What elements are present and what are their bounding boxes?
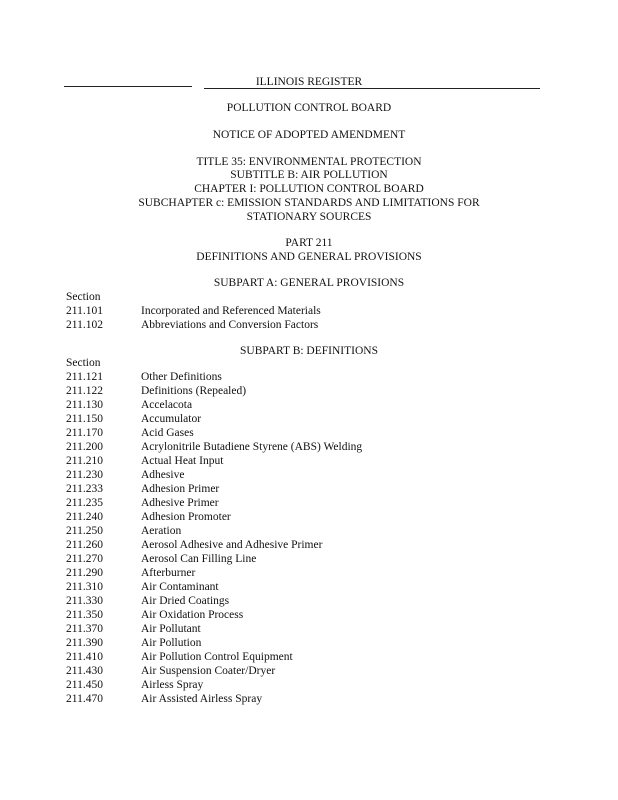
agency-name: POLLUTION CONTROL BOARD: [226, 102, 392, 114]
section-title: Acid Gases: [141, 427, 194, 439]
section-number: 211.470: [66, 693, 103, 705]
section-title: Adhesion Promoter: [141, 511, 231, 523]
section-number: 211.233: [66, 483, 103, 495]
section-title: Adhesive Primer: [141, 497, 219, 509]
part-number: PART 211: [285, 237, 333, 249]
section-number: 211.101: [66, 305, 103, 317]
notice-title: NOTICE OF ADOPTED AMENDMENT: [212, 129, 406, 141]
section-title: Aerosol Adhesive and Adhesive Primer: [141, 539, 323, 551]
section-number: 211.210: [66, 455, 103, 467]
section-number: 211.310: [66, 581, 103, 593]
section-number: 211.430: [66, 665, 103, 677]
section-title: Adhesive: [141, 469, 185, 481]
section-title: Accelacota: [141, 399, 193, 411]
section-title: Actual Heat Input: [141, 455, 224, 467]
section-number: 211.350: [66, 609, 103, 621]
section-number: 211.410: [66, 651, 103, 663]
section-number: 211.290: [66, 567, 103, 579]
section-number: 211.235: [66, 497, 103, 509]
section-title: Airless Spray: [141, 679, 204, 691]
section-number: 211.102: [66, 319, 103, 331]
section-number: 211.121: [66, 371, 103, 383]
section-title: Acrylonitrile Butadiene Styrene (ABS) Welding: [141, 441, 363, 453]
subpart-b-heading: SUBPART B: DEFINITIONS: [240, 345, 378, 357]
section-title: Air Pollutant: [141, 623, 201, 635]
section-label: Section: [66, 357, 101, 369]
chapter-line: CHAPTER I: POLLUTION CONTROL BOARD: [194, 183, 424, 195]
section-number: 211.330: [66, 595, 103, 607]
section-number: 211.450: [66, 679, 103, 691]
section-title: Air Pollution: [141, 637, 202, 649]
subtitle-line: SUBTITLE B: AIR POLLUTION: [230, 169, 388, 181]
section-title: Air Assisted Airless Spray: [141, 693, 263, 705]
section-number: 211.230: [66, 469, 103, 481]
section-number: 211.240: [66, 511, 103, 523]
section-title: Other Definitions: [141, 371, 222, 383]
register-title: ILLINOIS REGISTER: [255, 76, 363, 88]
section-title: Air Oxidation Process: [141, 609, 244, 621]
section-title: Air Contaminant: [141, 581, 219, 593]
section-title: Air Suspension Coater/Dryer: [141, 665, 276, 677]
section-number: 211.200: [66, 441, 103, 453]
section-number: 211.122: [66, 385, 103, 397]
section-title: Aerosol Can Filling Line: [141, 553, 257, 565]
section-title: Air Pollution Control Equipment: [141, 651, 293, 663]
section-number: 211.130: [66, 399, 103, 411]
section-title: Abbreviations and Conversion Factors: [141, 319, 319, 331]
title-line: TITLE 35: ENVIRONMENTAL PROTECTION: [196, 156, 422, 168]
section-number: 211.250: [66, 525, 103, 537]
section-title: Air Dried Coatings: [141, 595, 230, 607]
section-title: Afterburner: [141, 567, 196, 579]
section-number: 211.270: [66, 553, 103, 565]
subpart-a-heading: SUBPART A: GENERAL PROVISIONS: [213, 277, 405, 289]
section-title: Accumulator: [141, 413, 202, 425]
header-rule-right: [204, 88, 540, 89]
section-title: Adhesion Primer: [141, 483, 220, 495]
section-title: Definitions (Repealed): [141, 385, 247, 397]
section-number: 211.260: [66, 539, 103, 551]
part-name: DEFINITIONS AND GENERAL PROVISIONS: [196, 251, 422, 263]
subchapter-line-1: SUBCHAPTER c: EMISSION STANDARDS AND LIMITATIONS FOR: [138, 197, 480, 209]
section-title: Aeration: [141, 525, 182, 537]
subchapter-line-2: STATIONARY SOURCES: [246, 211, 372, 223]
section-label: Section: [66, 291, 101, 303]
section-number: 211.170: [66, 427, 103, 439]
section-number: 211.150: [66, 413, 103, 425]
section-number: 211.370: [66, 623, 103, 635]
section-number: 211.390: [66, 637, 103, 649]
section-title: Incorporated and Referenced Materials: [141, 305, 321, 317]
